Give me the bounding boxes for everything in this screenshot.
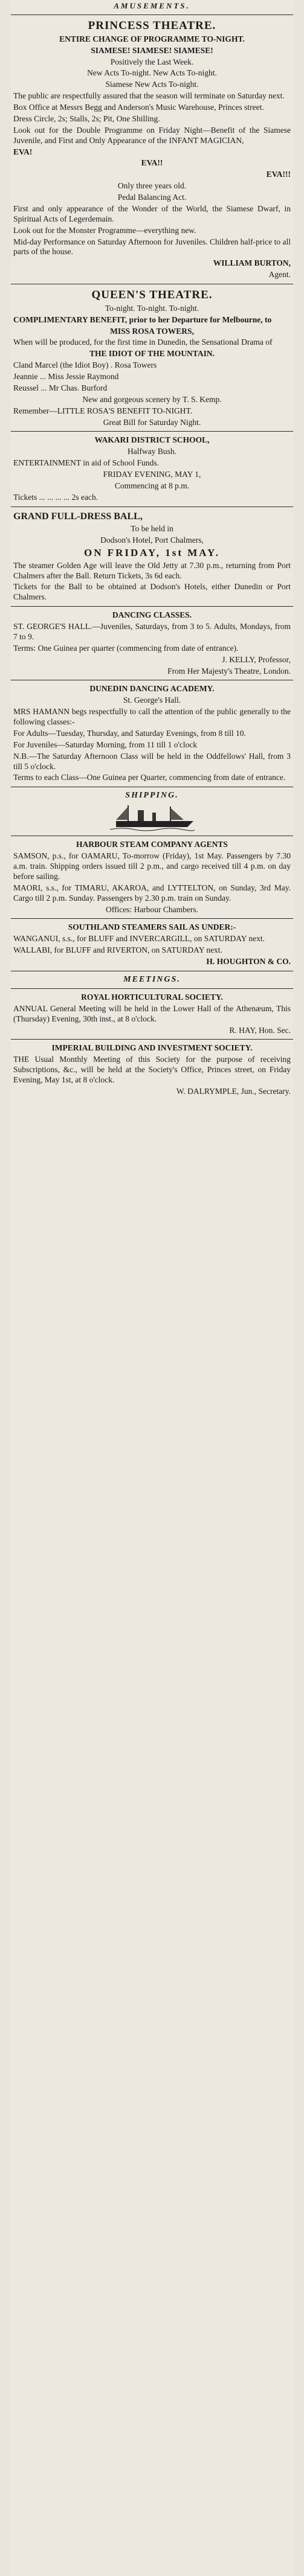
ad-line: SIAMESE! SIAMESE! SIAMESE! <box>91 45 213 55</box>
ad-line: MAORI, s.s., for TIMARU, AKAROA, and LYTTELTON, on Sunday, 3rd May. Cargo till 2 p.m. Sunday. Passengers by 2.30 p.m. train on Sunday. <box>13 883 291 903</box>
ad-line: ENTERTAINMENT in aid of School Funds. <box>13 458 159 468</box>
ad-line: ST. GEORGE'S HALL.—Juveniles, Saturdays, from 3 to 5. Adults, Mondays, from 7 to 9. <box>13 622 291 641</box>
ad-title: HARBOUR STEAM COMPANY AGENTS <box>76 840 228 849</box>
ad-line: Terms: One Guinea per quarter (commencing from date of entrance). <box>13 643 239 653</box>
ad-line: Positively the Last Week. <box>110 57 194 66</box>
wakari-school-ad <box>13 435 291 502</box>
ad-line: Dodson's Hotel, Port Chalmers, <box>100 535 204 545</box>
divider <box>11 431 293 432</box>
ad-line: Tickets for the Ball to be obtained at Dodson's Hotels, either Dunedin or Port Chalmers. <box>13 582 291 602</box>
ad-line: MRS HAMANN begs respectfully to call the attention of the public generally to the following classes:- <box>13 707 291 726</box>
newspaper-column <box>11 0 293 2576</box>
dunedin-academy-ad <box>13 684 291 783</box>
dancing-classes-ad <box>13 610 291 676</box>
ad-line: WALLABI, for BLUFF and RIVERTON, on SATURDAY next. <box>13 945 222 955</box>
ad-line: THE IDIOT OF THE MOUNTAIN. <box>89 349 215 359</box>
ad-line: COMPLIMENTARY BENEFIT, prior to her Departure for Melbourne, to <box>13 315 272 324</box>
ad-line: EVA!!! <box>266 170 291 179</box>
ad-line: SAMSON, p.s., for OAMARU, To-morrow (Friday), 1st May. Passengers by 7.30 a.m. train. Shipping orders issued till 2 p.m., and cargo received till 4 p.m. on day before sailing. <box>13 851 291 881</box>
ad-line: WILLIAM BURTON, <box>213 258 291 268</box>
ad-line: Commencing at 8 p.m. <box>114 481 190 490</box>
ad-line: N.B.—The Saturday Afternoon Class will be held in the Oddfellows' Hall, from 3 till 5 o'clock. <box>13 751 291 771</box>
ad-title: WAKARI DISTRICT SCHOOL, <box>94 435 210 445</box>
ad-line: Jeannie ... Miss Jessie Raymond <box>13 372 119 381</box>
ad-line: To-night. To-night. To-night. <box>105 303 199 313</box>
ad-line: R. HAY, Hon. Sec. <box>229 1025 291 1035</box>
ad-line: Siamese New Acts To-night. <box>105 80 199 89</box>
shipping-header: SHIPPING. <box>125 791 179 801</box>
ad-title: GRAND FULL-DRESS BALL, <box>13 511 143 522</box>
ad-line: EVA! <box>13 147 33 156</box>
ad-line: Remember—LITTLE ROSA'S BENEFIT TO-NIGHT. <box>13 406 193 415</box>
queens-theatre-ad <box>13 288 291 427</box>
ad-title: QUEEN'S THEATRE. <box>91 289 213 301</box>
ad-line: Box Office at Messrs Begg and Anderson's Music Warehouse, Princes street. <box>13 103 264 112</box>
ad-line: Terms to each Class—One Guinea per Quarter, commencing from date of entrance. <box>13 773 286 782</box>
horticultural-ad <box>13 992 291 1036</box>
princess-theatre-ad <box>13 19 291 280</box>
ad-line: Tickets ... ... ... ... 2s each. <box>13 492 99 502</box>
ad-line: The steamer Golden Age will leave the Old Jetty at 7.30 p.m., returning from Port Chalmers after the Ball. Return Tickets, 3s 6d each. <box>13 560 291 580</box>
ad-line: Halfway Bush. <box>128 447 176 456</box>
ad-line: ENTIRE CHANGE OF PROGRAMME TO-NIGHT. <box>59 34 245 43</box>
meetings-header: MEETINGS. <box>123 974 181 984</box>
ad-line: Cland Marcel (the Idiot Boy) . Rosa Towers <box>13 360 157 370</box>
ad-line: Dress Circle, 2s; Stalls, 2s; Pit, One Shilling. <box>13 113 160 123</box>
amusements-header: AMUSEMENTS. <box>114 1 190 10</box>
ad-line: FRIDAY EVENING, MAY 1, <box>103 470 201 479</box>
ad-line: Offices: Harbour Chambers. <box>105 904 199 914</box>
ad-line: ANNUAL General Meeting will be held in the Lower Hall of the Athenæum, This (Thursday) Evening, 30th inst., at 8 o'clock. <box>13 1003 291 1023</box>
ad-line: Great Bill for Saturday Night. <box>103 417 201 427</box>
ball-ad <box>13 511 291 603</box>
ad-line: The public are respectfully assured that the season will terminate on Saturday next. <box>13 91 285 101</box>
ad-line: To be held in <box>131 523 173 533</box>
ad-line: Reussel ... Mr Chas. Burford <box>13 383 108 392</box>
ad-title: PRINCESS THEATRE. <box>88 19 216 32</box>
ad-line: From Her Majesty's Theatre, London. <box>167 666 291 676</box>
divider <box>11 14 293 15</box>
ad-line: H. HOUGHTON & CO. <box>206 957 291 966</box>
divider <box>11 1039 293 1040</box>
divider <box>11 988 293 989</box>
ad-line: WANGANUI, s.s., for BLUFF and INVERCARGILL, on SATURDAY next. <box>13 934 265 944</box>
ad-line: Look out for the Monster Programme—everything new. <box>13 225 196 235</box>
ad-line: MISS ROSA TOWERS, <box>110 326 194 336</box>
ad-line: New and gorgeous scenery by T. S. Kemp. <box>82 394 222 404</box>
southland-steamers-ad <box>13 922 291 967</box>
ad-title: IMPERIAL BUILDING AND INVESTMENT SOCIETY. <box>51 1043 253 1053</box>
ad-line: Pedal Balancing Act. <box>117 193 187 202</box>
ad-line: Only three years old. <box>117 181 187 191</box>
ad-line: Look out for the Double Programme on Friday Night—Benefit of the Siamese Juvenile, and First and Only Appearance of the INFANT MAGICIAN, <box>13 125 291 145</box>
steamship-icon <box>110 804 195 832</box>
ad-title: ROYAL HORTICULTURAL SOCIETY. <box>81 992 223 1002</box>
ad-line: Agent. <box>268 270 291 280</box>
ad-line: THE Usual Monthly Meeting of this Society for the purpose of receiving Subscriptions, &c., will be held at the Society's Office, Princes street, on Friday Evening, May 1st, at 8 o'clock. <box>13 1055 291 1084</box>
ad-line: For Adults—Tuesday, Thursday, and Saturday Evenings, from 8 till 10. <box>13 728 246 738</box>
ad-title: DANCING CLASSES. <box>112 610 192 620</box>
ad-line: St. George's Hall. <box>123 695 181 705</box>
divider <box>11 606 293 607</box>
ad-line: For Juveniles—Saturday Morning, from 11 till 1 o'clock <box>13 740 198 749</box>
ad-line: When will be produced, for the first time in Dunedin, the Sensational Drama of <box>13 337 273 347</box>
divider <box>11 918 293 919</box>
ad-title: DUNEDIN DANCING ACADEMY. <box>89 684 215 694</box>
ad-line: W. DALRYMPLE, Jun., Secretary. <box>176 1086 291 1096</box>
ad-line: ON FRIDAY, 1st MAY. <box>84 547 220 559</box>
harbour-steam-ad <box>13 840 291 915</box>
ad-line: New Acts To-night. New Acts To-night. <box>87 68 217 78</box>
ad-line: J. KELLY, Professor, <box>222 654 291 664</box>
ad-title: SOUTHLAND STEAMERS SAIL AS UNDER:- <box>68 922 236 932</box>
ad-line: First and only appearance of the Wonder of the World, the Siamese Dwarf, in Spiritual Acts of Legerdemain. <box>13 203 291 223</box>
ad-line: Mid-day Performance on Saturday Afternoon for Juveniles. Children half-price to all parts of the house. <box>13 237 291 257</box>
imperial-society-ad <box>13 1043 291 1096</box>
ad-line: EVA!! <box>141 158 163 168</box>
